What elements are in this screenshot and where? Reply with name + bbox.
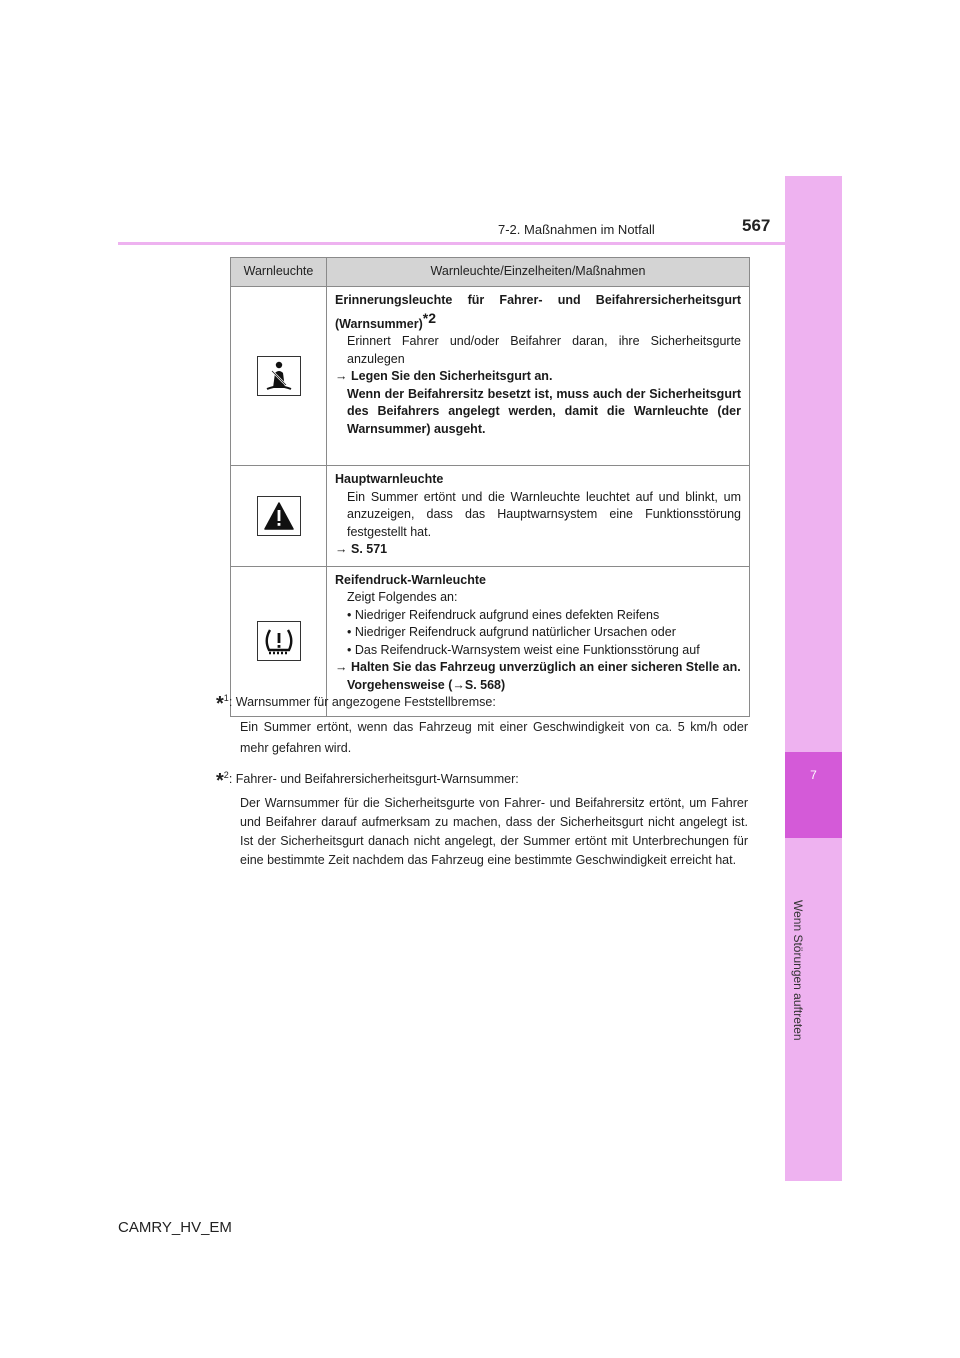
- footnote-label: : Warnsummer für angezogene Feststellbremse:: [228, 695, 496, 710]
- procedure-label: Vorgehensweise (: [347, 677, 453, 692]
- row-title: Hauptwarnleuchte: [335, 472, 444, 486]
- footnote-heading: *$^2$: Fahrer- und Beifahrersicherheitsgurt-Warnsummer:: [216, 770, 519, 793]
- master-warning-triangle-icon: [257, 496, 301, 536]
- row-description: Erinnert Fahrer und/oder Beifahrer daran, ihre Sicherheitsgurte anzulegen: [347, 334, 741, 366]
- footnote-body: Der Warnsummer für die Sicherheitsgurte von Fahrer- und Beifahrersitz ertönt, um Fahrer und Beifahrer darauf aufmerksam zu machen, dass der Sicherheitsgurt nicht angelegt ist. Ist der Sicherheitsgurt danach nicht angelegt, der Summer ertönt mit Unterbrechungen für eine bestimmte Zeit nachdem das Fahrzeug eine bestimmte Geschwindigkeit erreicht hat.: [240, 796, 748, 868]
- column-header-warning-light: Warnleuchte: [231, 258, 327, 287]
- arrow-icon: →: [452, 677, 465, 692]
- row-action-detail: Wenn der Beifahrersitz besetzt ist, muss auch der Sicherheitsgurt des Beifahrers angelegt werden, damit die Warnleuchte (der Warnsummer) ausgeht.: [347, 386, 741, 436]
- row-description: Zeigt Folgendes an:: [347, 590, 458, 604]
- list-item: Niedriger Reifendruck aufgrund natürlicher Ursachen oder: [354, 625, 676, 639]
- header-rule: [118, 242, 842, 245]
- footnote-heading: *$^1$: Warnsummer für angezogene Feststellbremse:: [216, 693, 496, 716]
- table-header-row: [231, 258, 750, 287]
- page-reference: S. 568): [464, 677, 506, 692]
- seatbelt-warning-icon: [257, 356, 301, 396]
- arrow-icon: →: [335, 660, 351, 674]
- row-action: Legen Sie den Sicherheitsgurt an.: [350, 369, 553, 384]
- side-chapter-marker: [785, 752, 842, 838]
- row-title: Reifendruck-Warnleuchte: [335, 572, 486, 587]
- row-title: Erinnerungsleuchte für Fahrer- und Beifahrersicherheitsgurt (Warnsummer): [335, 293, 741, 331]
- footnote-mark: *2: [422, 309, 436, 326]
- column-header-details: Warnleuchte/Einzelheiten/Maßnahmen: [327, 258, 750, 287]
- footnotes: [216, 688, 748, 876]
- table-row: [231, 466, 750, 567]
- chapter-title: Wenn Störungen auftreten: [791, 900, 805, 1041]
- table-row: [231, 287, 750, 466]
- bullet-icon: •: [347, 607, 355, 622]
- page-number: 567: [742, 216, 771, 235]
- bullet-icon: •: [347, 642, 355, 657]
- footnote-body: Ein Summer ertönt, wenn das Fahrzeug mit einer Geschwindigkeit von ca. 5 km/h oder mehr gefahren wird.: [240, 720, 748, 756]
- list-item: Das Reifendruck-Warnsystem weist eine Funktionsstörung auf: [354, 642, 700, 657]
- row-action: Halten Sie das Fahrzeug unverzüglich an einer sicheren Stelle an.: [350, 660, 741, 674]
- row-description: Ein Summer ertönt und die Warnleuchte leuchtet auf und blinkt, um anzuzeigen, dass das Hauptwarnsystem eine Funktionsstörung festgestellt hat.: [347, 489, 741, 539]
- footnote-label: : Fahrer- und Beifahrersicherheitsgurt-Warnsummer:: [228, 772, 519, 787]
- document-code: CAMRY_HV_EM: [118, 1219, 232, 1236]
- arrow-icon: →: [335, 369, 351, 384]
- section-title: 7-2. Maßnahmen im Notfall: [498, 222, 655, 237]
- bullet-icon: •: [347, 625, 355, 639]
- warning-light-table: [230, 257, 750, 717]
- tire-pressure-warning-icon: [257, 621, 301, 661]
- page-reference: S. 571: [350, 542, 388, 556]
- arrow-icon: →: [335, 542, 351, 556]
- chapter-number: 7: [810, 768, 817, 782]
- list-item: Niedriger Reifendruck aufgrund eines defekten Reifens: [354, 607, 660, 622]
